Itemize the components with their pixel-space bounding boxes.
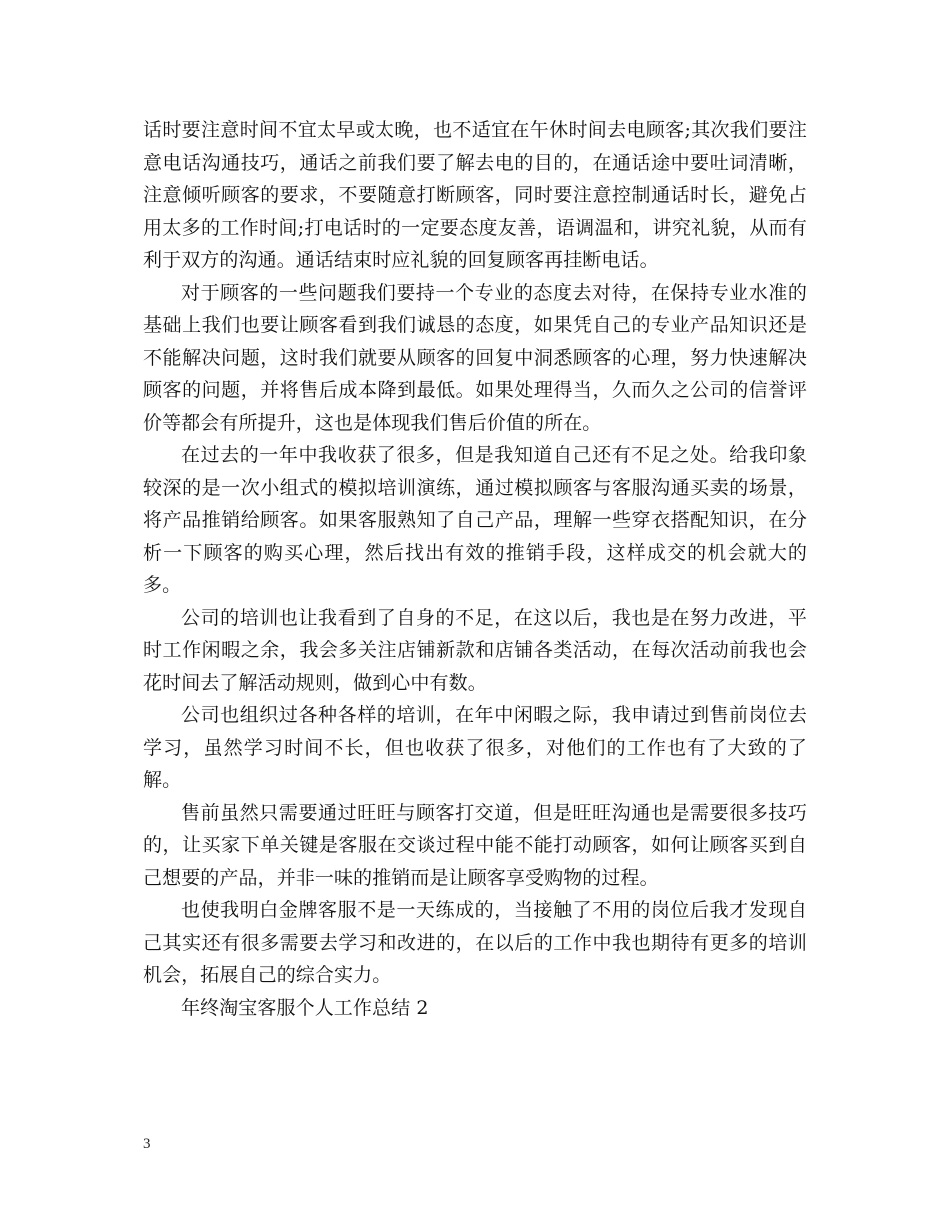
paragraph-1: 话时要注意时间不宜太早或太晚，也不适宜在午休时间去电顾客;其次我们要注意电话沟通技巧，通话之前我们要了解去电的目的，在通话途中要吐词清晰，注意倾听顾客的要求，不要随意打断顾客，同时要注意控制通话时长，避免占用太多的工作时间;打电话时的一定要态度友善，语调温和，讲究礼貌，从而有利于双方的沟通。通话结束时应礼貌的回复顾客再挂断电话。: [143, 119, 807, 271]
paragraph-7: 也使我明白金牌客服不是一天练成的，当接触了不用的岗位后我才发现自己其实还有很多需要去学习和改进的，在以后的工作中我也期待有更多的培训机会，拓展自己的综合实力。: [143, 899, 807, 986]
paragraph-3: 在过去的一年中我收获了很多，但是我知道自己还有不足之处。给我印象较深的是一次小组式的模拟培训演练，通过模拟顾客与客服沟通买卖的场景，将产品推销给顾客。如果客服熟知了自己产品，理解一些穿衣搭配知识，在分析一下顾客的购买心理，然后找出有效的推销手段，这样成交的机会就大的多。: [143, 444, 807, 596]
section-heading: 年终淘宝客服个人工作总结 2: [181, 996, 429, 1019]
document-body: [143, 114, 807, 1024]
paragraph-4: 公司的培训也让我看到了自身的不足，在这以后，我也是在努力改进，平时工作闲暇之余，我会多关注店铺新款和店铺各类活动，在每次活动前我也会花时间去了解活动规则，做到心中有数。: [143, 606, 807, 694]
paragraph-6: 售前虽然只需要通过旺旺与顾客打交道，但是旺旺沟通也是需要很多技巧的，让买家下单关键是客服在交谈过程中能不能打动顾客，如何让顾客买到自己想要的产品，并非一味的推销而是让顾客享受购物的过程。: [143, 801, 807, 889]
paragraph-5: 公司也组织过各种各样的培训，在年中闲暇之际，我申请过到售前岗位去学习，虽然学习时间不长，但也收获了很多，对他们的工作也有了大致的了解。: [143, 704, 807, 791]
page-number: 3: [143, 1136, 151, 1152]
paragraph-2: 对于顾客的一些问题我们要持一个专业的态度去对待，在保持专业水准的基础上我们也要让顾客看到我们诚恳的态度，如果凭自己的专业产品知识还是不能解决问题，这时我们就要从顾客的回复中洞悉顾客的心理，努力快速解决顾客的问题，并将售后成本降到最低。如果处理得当，久而久之公司的信誉评价等都会有所提升，这也是体现我们售后价值的所在。: [143, 281, 807, 434]
